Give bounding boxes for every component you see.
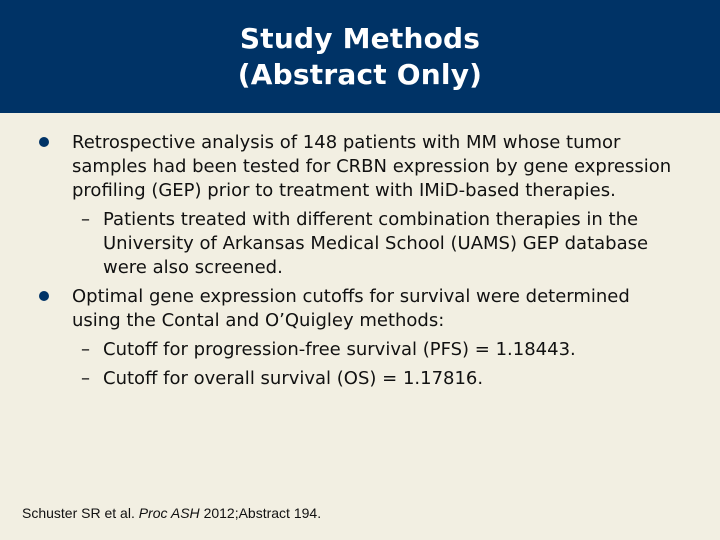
dash-icon: –: [81, 339, 90, 360]
citation-details: 2012;Abstract 194.: [203, 505, 322, 521]
slide-content: [0, 131, 720, 391]
bullet-text: Optimal gene expression cutoffs for survival were determined using the Contal and O’Quigley methods:: [72, 286, 630, 331]
citation-footer: [22, 503, 321, 523]
title-line-2: (Abstract Only): [237, 57, 483, 91]
bullet-dot-icon: [39, 137, 49, 147]
sub-bullet-text: Cutoff for progression-free survival (PFS) = 1.18443.: [103, 339, 576, 360]
bullet-item: [0, 131, 720, 203]
bullet-item: [0, 285, 720, 333]
sub-bullet-item: [0, 338, 720, 362]
sub-bullet-item: [0, 208, 720, 280]
sub-bullet-item: [0, 367, 720, 391]
dash-icon: –: [81, 209, 90, 230]
title-line-1: Study Methods: [239, 21, 481, 55]
bullet-text: Retrospective analysis of 148 patients with MM whose tumor samples had been tested for CRBN expression by gene expression profiling (GEP) prior to treatment with IMiD-based therapies.: [72, 132, 672, 201]
citation-journal: Proc ASH: [138, 505, 200, 521]
citation-authors: Schuster SR et al.: [22, 505, 135, 521]
sub-bullet-text: Cutoff for overall survival (OS) = 1.17816.: [103, 368, 484, 389]
sub-bullet-text: Patients treated with different combination therapies in the University of Arkansas Medical School (UAMS) GEP database were also screened.: [103, 209, 649, 278]
slide-header: [0, 0, 720, 113]
dash-icon: –: [81, 368, 90, 389]
bullet-dot-icon: [39, 291, 49, 301]
